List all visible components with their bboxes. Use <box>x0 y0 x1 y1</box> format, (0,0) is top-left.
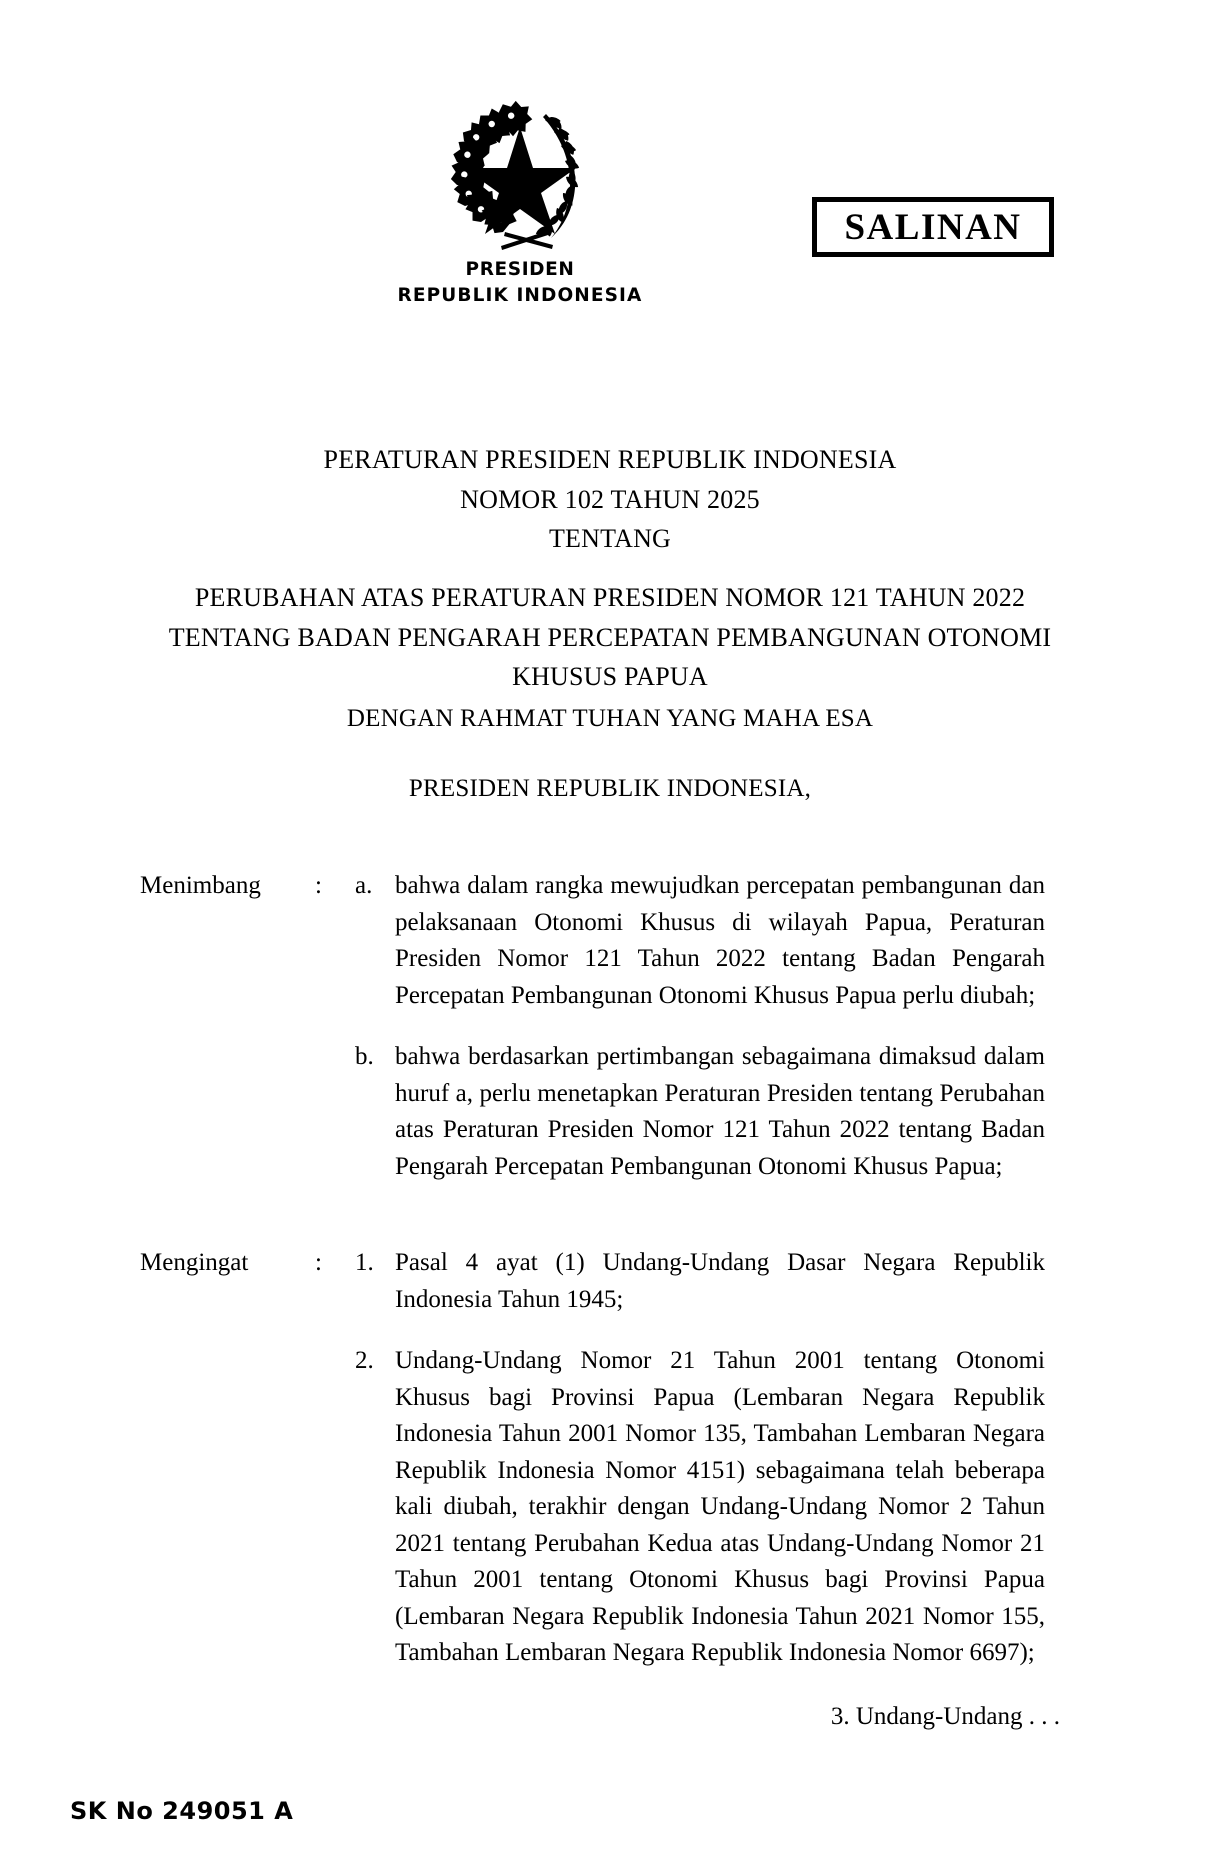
mengingat-colon: : <box>315 1249 322 1276</box>
section-menimbang <box>0 868 1221 1185</box>
menimbang-items <box>355 868 1205 1185</box>
document-header <box>0 95 1221 325</box>
list-item <box>355 868 1045 1014</box>
menimbang-colon: : <box>315 872 322 899</box>
indonesia-presidential-emblem-icon <box>435 100 605 255</box>
section-mengingat <box>0 1245 1221 1672</box>
document-title <box>110 440 1110 559</box>
list-item <box>355 1039 1045 1185</box>
mengingat-label: Mengingat <box>140 1249 249 1276</box>
institution-heading <box>330 257 710 310</box>
item-text: Undang-Undang Nomor 21 Tahun 2001 tentang Otonomi Khusus bagi Provinsi Papua (Lembaran Negara Republik Indonesia Tahun 2001 Nomor 135, Tambahan Lembaran Negara Republik Indonesia Nomor 4151) sebagaimana telah beberapa kali diubah, terakhir dengan Undang-Undang Nomor 2 Tahun 2021 tentang Perubahan Kedua atas Undang-Undang Nomor 21 Tahun 2001 tentang Otonomi Khusus bagi Provinsi Papua (Lembaran Negara Republik Indonesia Tahun 2021 Nomor 155, Tambahan Lembaran Negara Republik Indonesia Nomor 6697); <box>395 1347 1045 1666</box>
salinan-stamp-box <box>812 197 1054 257</box>
page-catchword: 3. Undang-Undang . . . <box>830 1703 1060 1730</box>
institution-line-1: PRESIDEN <box>465 259 575 280</box>
subtitle-line-1: PERUBAHAN ATAS PERATURAN PRESIDEN NOMOR 121 TAHUN 2022 <box>194 583 1026 612</box>
item-marker: b. <box>355 1043 374 1070</box>
document-subtitle <box>110 578 1110 697</box>
item-text: bahwa berdasarkan pertimbangan sebagaimana dimaksud dalam huruf a, perlu menetapkan Peraturan Presiden tentang Perubahan atas Peraturan Presiden Nomor 121 Tahun 2022 tentang Badan Pengarah Percepatan Pembangunan Otonomi Khusus Papua; <box>395 1043 1045 1180</box>
salinan-stamp-label: SALINAN <box>844 206 1022 248</box>
menimbang-label: Menimbang <box>140 872 261 899</box>
title-line-3: TENTANG <box>548 524 672 554</box>
signatory-heading: PRESIDEN REPUBLIK INDONESIA, <box>408 775 812 802</box>
item-marker: 1. <box>355 1249 374 1276</box>
mengingat-items <box>355 1245 1205 1672</box>
item-marker: 2. <box>355 1347 374 1374</box>
subtitle-line-3: KHUSUS PAPUA <box>512 662 708 692</box>
list-item <box>355 1245 1045 1318</box>
institution-line-2: REPUBLIK INDONESIA <box>397 285 643 307</box>
item-marker: a. <box>355 872 373 899</box>
invocation-line: DENGAN RAHMAT TUHAN YANG MAHA ESA <box>346 705 874 732</box>
item-text: bahwa dalam rangka mewujudkan percepatan pembangunan dan pelaksanaan Otonomi Khusus di wilayah Papua, Peraturan Presiden Nomor 121 Tahun 2022 tentang Badan Pengarah Percepatan Pembangunan Otonomi Khusus Papua perlu diubah; <box>395 872 1045 1009</box>
subtitle-line-2: TENTANG BADAN PENGARAH PERCEPATAN PEMBANGUNAN OTONOMI <box>168 622 1052 652</box>
title-line-2: NOMOR 102 TAHUN 2025 <box>460 484 760 514</box>
list-item <box>355 1343 1045 1672</box>
title-line-1: PERATURAN PRESIDEN REPUBLIK INDONESIA <box>323 445 897 474</box>
sk-code-stamp: SK No 249051 A <box>70 1797 294 1825</box>
item-text: Pasal 4 ayat (1) Undang-Undang Dasar Negara Republik Indonesia Tahun 1945; <box>395 1249 1045 1313</box>
